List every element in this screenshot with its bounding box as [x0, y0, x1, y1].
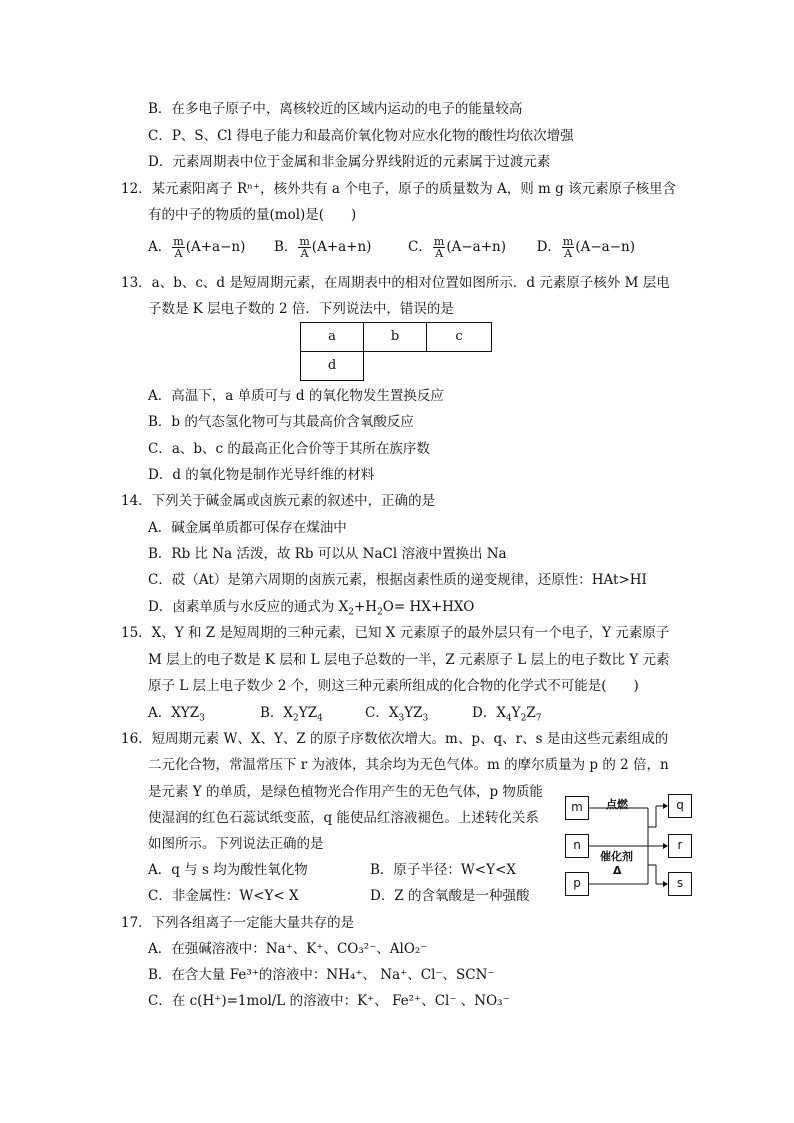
- q11-option-c: C．P、S、Cl 得电子能力和最高价氧化物对应水化物的酸性均依次增强: [148, 128, 574, 144]
- q16-stem-line2: 二元化合物，常温常压下 r 为液体，其余均为无色气体。m 的摩尔质量为 p 的 2 倍，n: [148, 757, 669, 773]
- q12-stem-line2: 有的中子的物质的量(mol)是( ): [148, 207, 357, 223]
- q17-stem: 17．下列各组离子一定能大量共存的是: [121, 915, 355, 931]
- q12-stem-line1: 12．某元素阳离子 Rⁿ⁺，核外共有 a 个电子，原子的质量数为 A，则 m g 该元素原子核里含: [121, 181, 677, 197]
- q14-option-c: C．砹（At）是第六周期的卤族元素，根据卤素性质的递变规律，还原性：HAt>HI: [148, 572, 647, 588]
- q17-option-a: A．在强碱溶液中：Na⁺、K⁺、CO₃²⁻、AlO₂⁻: [148, 941, 428, 957]
- q11-option-d: D．元素周期表中位于金属和非金属分界线附近的元素属于过渡元素: [148, 154, 551, 170]
- q13-option-c: C．a、b、c 的最高正化合价等于其所在族序数: [148, 441, 430, 457]
- q14-option-b: B．Rb 比 Na 活泼，故 Rb 可以从 NaCl 溶液中置换出 Na: [148, 546, 507, 562]
- fraction: $\frac{m}{A}$: [299, 235, 310, 260]
- label-heat: Δ: [613, 864, 622, 877]
- q14-stem: 14．下列关于碱金属或卤族元素的叙述中，正确的是: [121, 493, 436, 509]
- q17-option-b: B．在含大量 Fe³⁺的溶液中：NH₄⁺、 Na⁺、Cl⁻、SCN⁻: [148, 967, 495, 983]
- fraction: $\frac{m}{A}$: [433, 235, 445, 260]
- q16-stem-line5: 如图所示。下列说法正确的是: [148, 836, 324, 852]
- table-cell-c: c: [426, 322, 492, 352]
- q16-stem-line1: 16．短周期元素 W、X、Y、Z 的原子序数依次增大。m、p、q、r、s 是由这些元素组成的: [121, 731, 669, 747]
- q12-option-d: D． $\frac{m}{A}$ (A−a−n): [536, 235, 635, 260]
- diagram-node-s: s: [668, 872, 692, 896]
- diagram-node-p: p: [565, 872, 589, 896]
- q14-option-d: D．卤素单质与水反应的通式为 $X_2+H_2O= HX+HXO$: [148, 599, 475, 618]
- table-cell-d: d: [300, 351, 364, 381]
- table-cell-a: a: [300, 322, 364, 352]
- q16-stem-line4: 使湿润的红色石蕊试纸变蓝，q 能使品红溶液褪色。上述转化关系: [148, 810, 539, 826]
- diagram-node-r: r: [668, 834, 692, 858]
- q15-option-a: A．$XYZ_3$: [148, 705, 205, 724]
- q15-option-d: D．$X_4Y_2Z_7$: [472, 705, 542, 724]
- q13-option-d: D．d 的氧化物是制作光导纤维的材料: [148, 467, 375, 483]
- q12-option-b: B． $\frac{m}{A}$ (A+a+n): [273, 235, 372, 260]
- label-ignite: 点燃: [606, 798, 628, 811]
- q16-option-c: C．非金属性：W<Y< X: [148, 888, 299, 904]
- q15-stem-line2: M 层上的电子数是 K 层和 L 层电子总数的一半，Z 元素原子 L 层上的电子数比 Y 元素: [148, 652, 670, 668]
- q16-option-b: B．原子半径：W<Y<X: [370, 862, 516, 878]
- fraction: $\frac{m}{A}$: [562, 235, 574, 260]
- table-cell-b: b: [363, 322, 427, 352]
- q13-stem-line1: 13．a、b、c、d 是短周期元素，在周期表中的相对位置如图所示．d 元素原子核外 M 层电: [121, 275, 670, 291]
- q16-option-a: A．q 与 s 均为酸性氧化物: [148, 862, 308, 878]
- reaction-diagram: [560, 796, 690, 896]
- q11-option-b: B．在多电子原子中，离核较近的区域内运动的电子的能量较高: [148, 101, 523, 117]
- label-catalyst: 催化剂: [600, 850, 633, 863]
- q12-option-a: A． $\frac{m}{A}$ (A+a−n): [148, 235, 246, 260]
- q13-stem-line2: 子数是 K 层电子数的 2 倍．下列说法中，错误的是: [148, 301, 454, 317]
- q15-option-c: C．$X_3YZ_3$: [365, 705, 429, 724]
- q16-stem-line3: 是元素 Y 的单质，是绿色植物光合作用产生的无色气体，p 物质能: [148, 784, 543, 800]
- q13-option-a: A．高温下，a 单质可与 d 的氧化物发生置换反应: [148, 388, 444, 404]
- diagram-node-n: n: [565, 834, 589, 858]
- q13-option-b: B．b 的气态氢化物可与其最高价含氧酸反应: [148, 414, 414, 430]
- q15-stem-line3: 原子 L 层上电子数少 2 个，则这三种元素所组成的化合物的化学式不可能是( ): [148, 678, 639, 694]
- q14-option-a: A．碱金属单质都可保存在煤油中: [148, 520, 347, 536]
- q15-stem-line1: 15．X、Y 和 Z 是短周期的三种元素，已知 X 元素原子的最外层只有一个电子，Y 元素原子: [121, 625, 670, 641]
- fraction: $\frac{m}{A}$: [173, 235, 184, 260]
- q12-options: [148, 236, 635, 259]
- diagram-node-m: m: [565, 796, 589, 820]
- q12-option-c: C． $\frac{m}{A}$ (A−a+n): [408, 235, 506, 260]
- diagram-node-q: q: [668, 794, 692, 818]
- q16-option-d: D．Z 的含氧酸是一种强酸: [370, 888, 530, 904]
- q15-option-b: B．$X_2YZ_4$: [260, 705, 323, 724]
- q17-option-c: C．在 c(H⁺)=1mol/L 的溶液中：K⁺、 Fe²⁺、Cl⁻ 、NO₃⁻: [148, 993, 510, 1009]
